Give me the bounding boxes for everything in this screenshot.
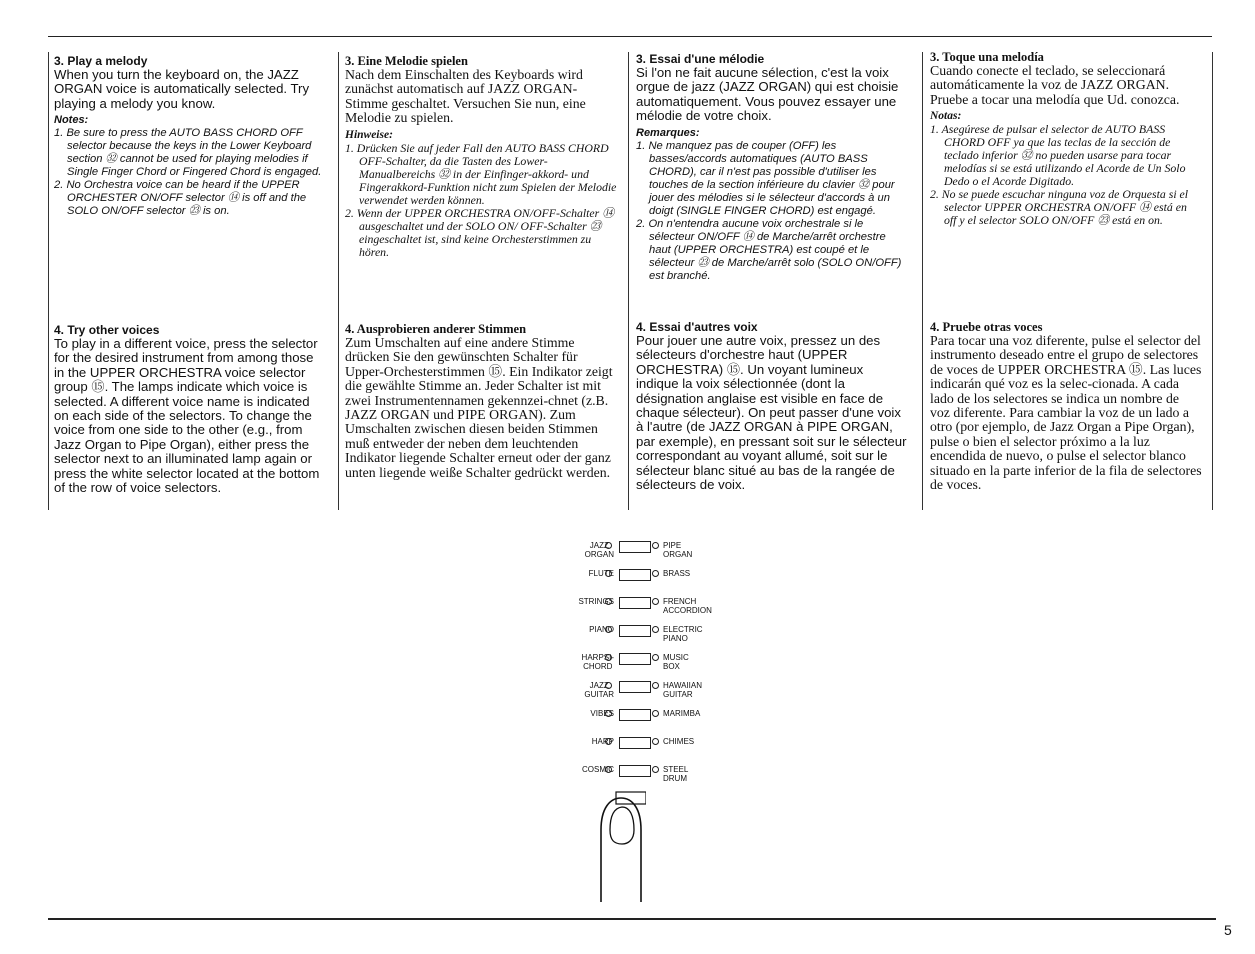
note-item: 2. No Orchestra voice can be heard if the UPPER ORCHESTER ON/OFF selector ⑭ is off and the SOLO ON/OFF selector ㉓ is on. (54, 179, 307, 218)
right-lamp-icon (652, 738, 659, 745)
voice-selector-switch (619, 709, 651, 721)
left-lamp-icon (605, 598, 612, 605)
column-divider (628, 52, 629, 510)
english-voices-section (54, 323, 326, 495)
voice-selector-row (540, 653, 780, 677)
right-voice-label: BRASS (663, 569, 691, 578)
left-lamp-icon (605, 738, 612, 745)
left-voice-label: STRINGS (578, 597, 614, 606)
notes-heading: Notas: (930, 110, 962, 123)
right-lamp-icon (652, 626, 659, 633)
section-body: Pour jouer une autre voix, pressez un des sélecteurs d'orchestre haut (UPPER ORCHESTRA) ⑮. Un voyant lumineux indique la voix sélectionnée (dont la désignation anglaise est visible en face de chaque sélecteur). On peut passer d'une voix à l'autre (de JAZZ ORGAN à PIPE ORGAN, par exemple), en pressant soit sur le sélecteur correspondant au voyant allumé, soit sur le sélecteur blanc situé au bas de la rangée de sélecteurs de voix. (636, 333, 907, 493)
spanish-voices-section (930, 320, 1202, 492)
right-voice-label: PIPE ORGAN (663, 541, 693, 559)
right-voice-label: ELECTRIC PIANO (663, 625, 703, 643)
voice-selector-row (540, 765, 780, 789)
left-lamp-icon (605, 682, 612, 689)
left-lamp-icon (605, 570, 612, 577)
voice-selector-switch (619, 737, 651, 749)
right-voice-label: STEEL DRUM (663, 765, 689, 783)
left-voice-label: PIANO (589, 625, 614, 634)
voice-selector-row (540, 569, 780, 593)
section-title: 4. Essai d'autres voix (636, 320, 758, 334)
voice-selector-switch (619, 597, 651, 609)
voice-selector-switch (619, 681, 651, 693)
left-lamp-icon (605, 766, 612, 773)
section-title: 3. Eine Melodie spielen (345, 54, 468, 68)
section-title: 3. Toque una melodía (930, 50, 1044, 64)
bottom-rule (48, 918, 1216, 920)
left-voice-label: VIBES (590, 709, 614, 718)
voice-selector-switch (619, 625, 651, 637)
note-item: 1. Ne manquez pas de couper (OFF) les basses/accords automatiques (AUTO BASS CHORD), car il n'est pas possible d'utiliser les touches de la section inférieure du clavier ㉜ pour jouer des mélodies si le sélecteur d'accords à un doigt (SINGLE FINGER CHORD) est engagé. (636, 139, 895, 217)
left-voice-label: HARP (591, 737, 614, 746)
right-voice-label: HAWAIIAN GUITAR (663, 681, 702, 699)
right-lamp-icon (652, 598, 659, 605)
note-item: 2. No se puede escuchar ninguna voz de Orquesta si el selector UPPER ORCHESTRA ON/OFF ⑭ está en off y el selector SOLO ON/OFF ㉓ está en on. (930, 187, 1189, 228)
section-body: Nach dem Einschalten des Keyboards wird zunächst automatisch auf JAZZ ORGAN-Stimme geschaltet. Versuchen Sie nun, eine Melodie zu spielen. (345, 67, 586, 126)
left-lamp-icon (605, 542, 612, 549)
finger-pressing-selector-icon (596, 790, 646, 902)
page-number: 5 (1224, 922, 1232, 938)
voice-selector-row (540, 709, 780, 733)
column-divider (1212, 52, 1213, 510)
spanish-play-section (930, 50, 1202, 227)
left-voice-label: COSMIC (582, 765, 614, 774)
note-item: 1. Drücken Sie auf jeder Fall den AUTO BASS CHORD OFF-Schalter, da die Tasten des Lower-Manualbereichs ㉜ in der Einfinger-akkord- und Fingerakkord-Funktion nicht zum Spielen der Melodie verwendet werden können. (345, 140, 617, 207)
column-divider (922, 52, 923, 510)
section-title: 4. Ausprobieren anderer Stimmen (345, 322, 527, 336)
german-voices-section (345, 322, 617, 480)
section-body: Para tocar una voz diferente, pulse el selector del instrumento deseado entre el grupo de selectores de voces de UPPER ORCHESTRA ⑮. Las luces indicarán qué voz es la selec-cionada. A cada lado de los selectores se indica un nombre de voz diferente. Para cambiar la voz de un lado a otro (por ejemplo, de Jazz Organ a Pipe Organ), pulse o bien el selector próximo a la luz encendida de nuevo, o pulse el selector blanco situado en la parte inferior de la fila de selectores de voces. (930, 333, 1202, 493)
section-body: Cuando conecte el teclado, se seleccionará automáticamente la voz de JAZZ ORGAN. Pruebe a tocar una melodía que Ud. conozca. (930, 63, 1180, 107)
voice-selector-row (540, 597, 780, 621)
left-voice-label: JAZZ ORGAN (584, 541, 614, 559)
section-title: 3. Essai d'une mélodie (636, 52, 765, 66)
section-body: To play in a different voice, press the selector for the desired instrument from among those in the UPPER ORCHESTRA voice selector group ⑮. The lamps indicate which voice is selected. A different voice name is indicated on each side of the selectors. To change the voice from one side to the other (e.g., from Jazz Organ to Pipe Organ), either press the selector next to an illuminated lamp again or press the white selector located at the bottom of the row of voice selectors. (54, 336, 320, 496)
section-body: When you turn the keyboard on, the JAZZ ORGAN voice is automatically selected. Try playing a melody you know. (54, 67, 310, 111)
right-lamp-icon (652, 570, 659, 577)
voice-selector-switch (619, 765, 651, 777)
note-item: 1. Asegúrese de pulsar el selector de AUTO BASS CHORD OFF ya que las teclas de la sección de teclado inferior ㉜ no pueden usarse para tocar melodías si se está utilizando el Acorde de Un Solo Dedo o el Acorde Digitado. (930, 122, 1186, 189)
notes-heading: Notes: (54, 114, 89, 127)
right-voice-label: FRENCH ACCORDION (663, 597, 712, 615)
german-play-section (345, 54, 617, 259)
section-title: 3. Play a melody (54, 54, 148, 68)
note-item: 1. Be sure to press the AUTO BASS CHORD OFF selector because the keys in the Lower Keyboard section ㉜ cannot be used for playing melodies if Single Finger Chord or Fingered Chord is engaged. (54, 127, 322, 179)
right-voice-label: CHIMES (663, 737, 695, 746)
notes-heading: Hinweise: (345, 128, 393, 141)
voice-selector-row (540, 681, 780, 705)
note-item: 2. Wenn der UPPER ORCHESTRA ON/OFF-Schalter ⑭ ausgeschaltet und der SOLO ON/ OFF-Schalter ㉓ eingeschaltet ist, sind keine Orchesterstimmen zu hören. (345, 205, 615, 259)
note-item: 2. On n'entendra aucune voix orchestrale si le sélecteur ON/OFF ⑭ de Marche/arrêt orchestre haut (UPPER ORCHESTRA) est coupé et le sélecteur ㉓ de Marche/arrêt solo (SOLO ON/OFF) est branché. (636, 217, 902, 282)
left-lamp-icon (605, 654, 612, 661)
right-lamp-icon (652, 766, 659, 773)
column-divider (338, 52, 339, 510)
right-voice-label: MUSIC BOX (663, 653, 689, 671)
voice-selector-switch (619, 541, 651, 553)
voice-selector-switch (619, 569, 651, 581)
section-body: Si l'on ne fait aucune sélection, c'est la voix orgue de jazz (JAZZ ORGAN) qui est choisie automatiquement. Vous pouvez essayer une mélodie de votre choix. (636, 65, 899, 124)
left-voice-label: JAZZ GUITAR (584, 681, 614, 699)
section-title: 4. Try other voices (54, 323, 160, 337)
right-lamp-icon (652, 654, 659, 661)
french-play-section (636, 52, 908, 283)
voice-selector-row (540, 625, 780, 649)
voice-selector-row (540, 541, 780, 565)
voice-selector-switch (619, 653, 651, 665)
right-voice-label: MARIMBA (663, 709, 701, 718)
english-play-section (54, 54, 326, 218)
notes-heading: Remarques: (636, 126, 700, 139)
french-voices-section (636, 320, 908, 492)
right-lamp-icon (652, 542, 659, 549)
voice-selector-row (540, 737, 780, 761)
left-lamp-icon (605, 710, 612, 717)
column-divider (48, 52, 49, 510)
left-voice-label: FLUTE (588, 569, 614, 578)
section-title: 4. Pruebe otras voces (930, 320, 1043, 334)
top-rule (48, 36, 1212, 37)
left-lamp-icon (605, 626, 612, 633)
right-lamp-icon (652, 682, 659, 689)
section-body: Zum Umschalten auf eine andere Stimme drücken Sie den gewünschten Schalter für Upper-Orchesterstimmen ⑮. Ein Indikator zeigt die gewählte Stimme an. Jeder Schalter ist mit zwei Instrumentennamen gekennzei-chnet (z.B. JAZZ ORGAN und PIPE ORGAN). Zum Umschalten zwischen diesen beiden Stimmen muß entweder der neben dem leuchtenden Indikator liegende Schalter erneut oder der ganz unten liegende weiße Schalter gedrückt werden. (345, 335, 613, 480)
left-voice-label: HARPSI- CHORD (581, 653, 614, 671)
right-lamp-icon (652, 710, 659, 717)
